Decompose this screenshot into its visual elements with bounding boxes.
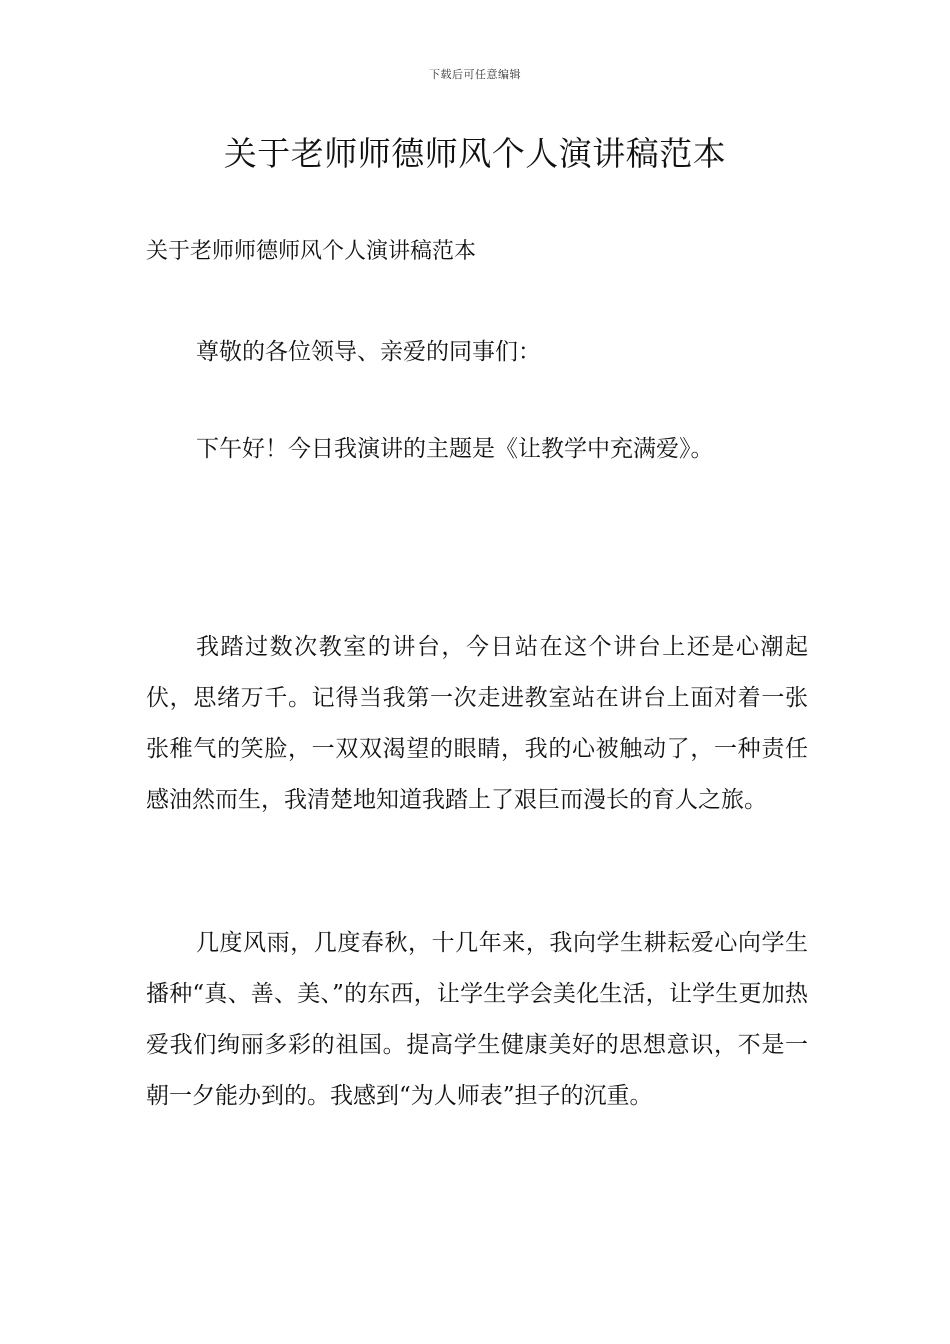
body-paragraph-2: 几度风雨，几度春秋，十几年来，我向学生耕耘爱心向学生播种“真、善、美、”的东西，让学生学会美化生活，让学生更加热爱我们绚丽多彩的祖国。提高学生健康美好的思想意识，不是一朝一夕能办到的。我感到“为人师表”担子的沉重。	[146, 930, 808, 1109]
document-title: 关于老师师德师风个人演讲稿范本	[223, 134, 727, 173]
header-note: 下载后可任意编辑	[429, 68, 521, 81]
greeting-paragraph: 尊敬的各位领导、亲爱的同事们：	[196, 339, 541, 365]
document-subtitle: 关于老师师德师风个人演讲稿范本	[146, 239, 477, 264]
intro-paragraph: 下午好！今日我演讲的主题是《让教学中充满爱》。	[196, 436, 714, 462]
body-paragraph-1: 我踏过数次教室的讲台，今日站在这个讲台上还是心潮起伏，思绪万千。记得当我第一次走进教室站在讲台上面对着一张张稚气的笑脸，一双双渴望的眼睛，我的心被触动了，一种责任感油然而生，我清楚地知道我踏上了艰巨而漫长的育人之旅。	[146, 634, 808, 813]
